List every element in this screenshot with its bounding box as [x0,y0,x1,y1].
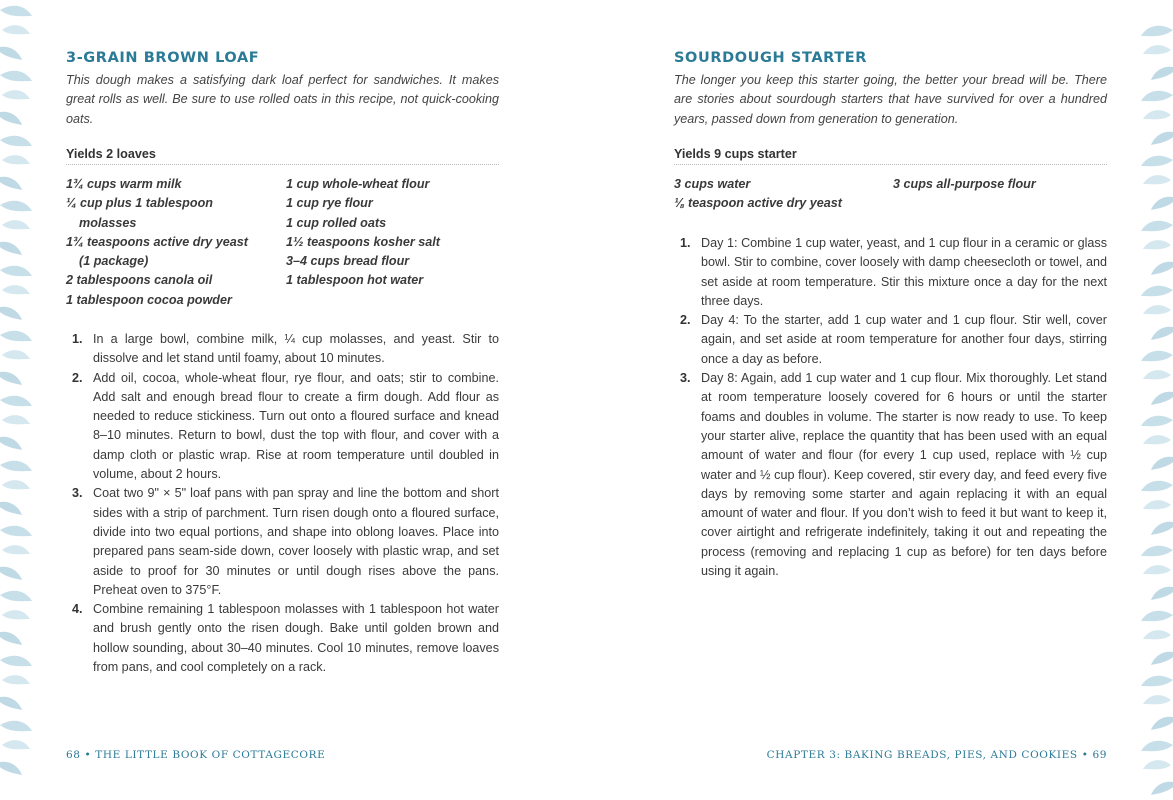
instructions-list [674,234,1107,581]
ingredient: 1 cup rolled oats [286,215,387,230]
ingredient: ⅛ teaspoon active dry yeast [674,196,842,211]
instruction-step [674,369,1107,581]
step-text: Add oil, cocoa, whole-wheat flour, rye flour, and oats; stir to combine. Add salt and enough bread flour to create a firm dough. Add flour as needed to reduce stickiness. Turn out onto a floured surface and knead 8–10 minutes. Return to bowl, dust the top with flour, and cover with a damp cloth or plastic wrap. Rise at room temperature until doubled in volume, about 2 hours. [93,370,499,482]
ingredient: molasses [79,215,137,230]
footer-bullet: • [1081,749,1089,761]
ingredient: ¼ cup plus 1 tablespoon [66,196,213,211]
step-number: 1. [72,332,83,346]
ingredient: 3 cups water [674,177,751,191]
ingredient: 1 tablespoon cocoa powder [66,292,232,307]
left-leaf-border [0,0,36,800]
ingredients-column-2 [893,175,1036,194]
leaf-pattern-icon [0,0,36,800]
recipe-yield: Yields 9 cups starter [674,147,1107,165]
step-text: In a large bowl, combine milk, ¼ cup molasses, and yeast. Stir to dissolve and let stand until foamy, about 10 minutes. [93,332,499,366]
ingredient: 3–4 cups bread flour [286,254,410,269]
step-text: Day 4: To the starter, add 1 cup water and 1 cup flour. Stir well, cover again, and set aside at room temperature for another four days, stirring once a day as before. [701,313,1107,366]
step-number: 2. [72,370,83,385]
recipe-intro: This dough makes a satisfying dark loaf perfect for sandwiches. It makes great rolls as well. Be sure to use rolled oats in this recipe, not quick-cooking oats. [66,73,499,126]
recipe-title: 3-GRAIN BROWN LOAF [66,50,260,66]
page-number: 68 [66,749,81,761]
instructions-list [66,330,499,677]
ingredient: 1 cup whole-wheat flour [286,177,430,191]
ingredient: 3 cups all-purpose flour [893,177,1036,191]
recipe-title: SOURDOUGH STARTER [674,50,868,66]
step-number: 2. [680,313,691,328]
page-footer [767,749,1107,761]
instruction-step [66,600,499,677]
instruction-step [674,311,1107,369]
ingredient: 1 cup rye flour [286,196,373,211]
instruction-step [66,484,499,600]
instruction-step [66,369,499,485]
left-page [66,0,499,800]
ingredient: (1 package) [79,254,149,269]
recipe-intro: The longer you keep this starter going, the better your bread will be. There are stories about sourdough starters that have survived for over a hundred years, passed down from generation to generation. [674,73,1107,126]
ingredients-column-2 [286,175,440,291]
ingredient: 1 tablespoon hot water [286,273,424,288]
leaf-pattern-icon [1137,0,1173,800]
instruction-step [66,330,499,369]
step-number: 1. [680,236,691,250]
right-page [674,0,1107,800]
chapter-title: CHAPTER 3: BAKING BREADS, PIES, AND COOKIES [766,749,1078,761]
page-number: 69 [1092,749,1107,761]
ingredient: 2 tablespoons canola oil [66,273,213,288]
step-text: Combine remaining 1 tablespoon molasses with 1 tablespoon hot water and brush gently onto the risen dough. Bake until golden brown and hollow sounding, about 30–40 minutes. Cool 10 minutes, remove loaves from pans, and cool completely on a rack. [93,602,499,675]
instruction-step [674,234,1107,311]
ingredients-column-1 [66,175,248,310]
ingredient: 1¾ cups warm milk [66,177,182,191]
book-title: THE LITTLE BOOK OF COTTAGECORE [95,749,326,761]
step-text: Day 8: Again, add 1 cup water and 1 cup flour. Mix thoroughly. Let stand at room temperature loosely covered for 6 hours or until the starter foams and doubles in volume. The starter is now ready to use. To keep your starter alive, replace the quantity that has been used with an equal amount of water and flour (for every 1 cup used, replace with ½ cup water and ½ cup flour). Keep covered, stir every day, and feed every five days by removing some starter and again replacing it with an equal amount of water and flour. If you don’t wish to feed it but want to keep it, cover airtight and refrigerate indefinitely, taking it out and repeating the process (removing and replacing 1 cup as before) for ten days before using it again. [701,371,1107,579]
ingredients-column-1 [674,175,842,214]
step-number: 4. [72,602,83,617]
step-number: 3. [680,371,691,386]
ingredient: 1½ teaspoons kosher salt [286,234,440,249]
step-text: Coat two 9" × 5" loaf pans with pan spray and line the bottom and short sides with a strip of parchment. Turn risen dough onto a floured surface, divide into two equal portions, and shape into oblong loaves. Place into prepared pans seam-side down, cover loosely with plastic wrap, and set aside to proof for 30 minutes or until dough rises above the pans. Preheat oven to 375°F. [93,486,499,597]
page-footer [66,749,325,761]
footer-bullet: • [84,749,92,761]
step-text: Day 1: Combine 1 cup water, yeast, and 1 cup flour in a ceramic or glass bowl. Stir to combine, cover loosely with damp cheesecloth or towel, and set aside at room temperature. Stir this mixture once a day for the next three days. [701,236,1107,308]
right-leaf-border [1137,0,1173,800]
step-number: 3. [72,486,83,501]
recipe-yield: Yields 2 loaves [66,147,499,165]
ingredient: 1¾ teaspoons active dry yeast [66,234,249,249]
